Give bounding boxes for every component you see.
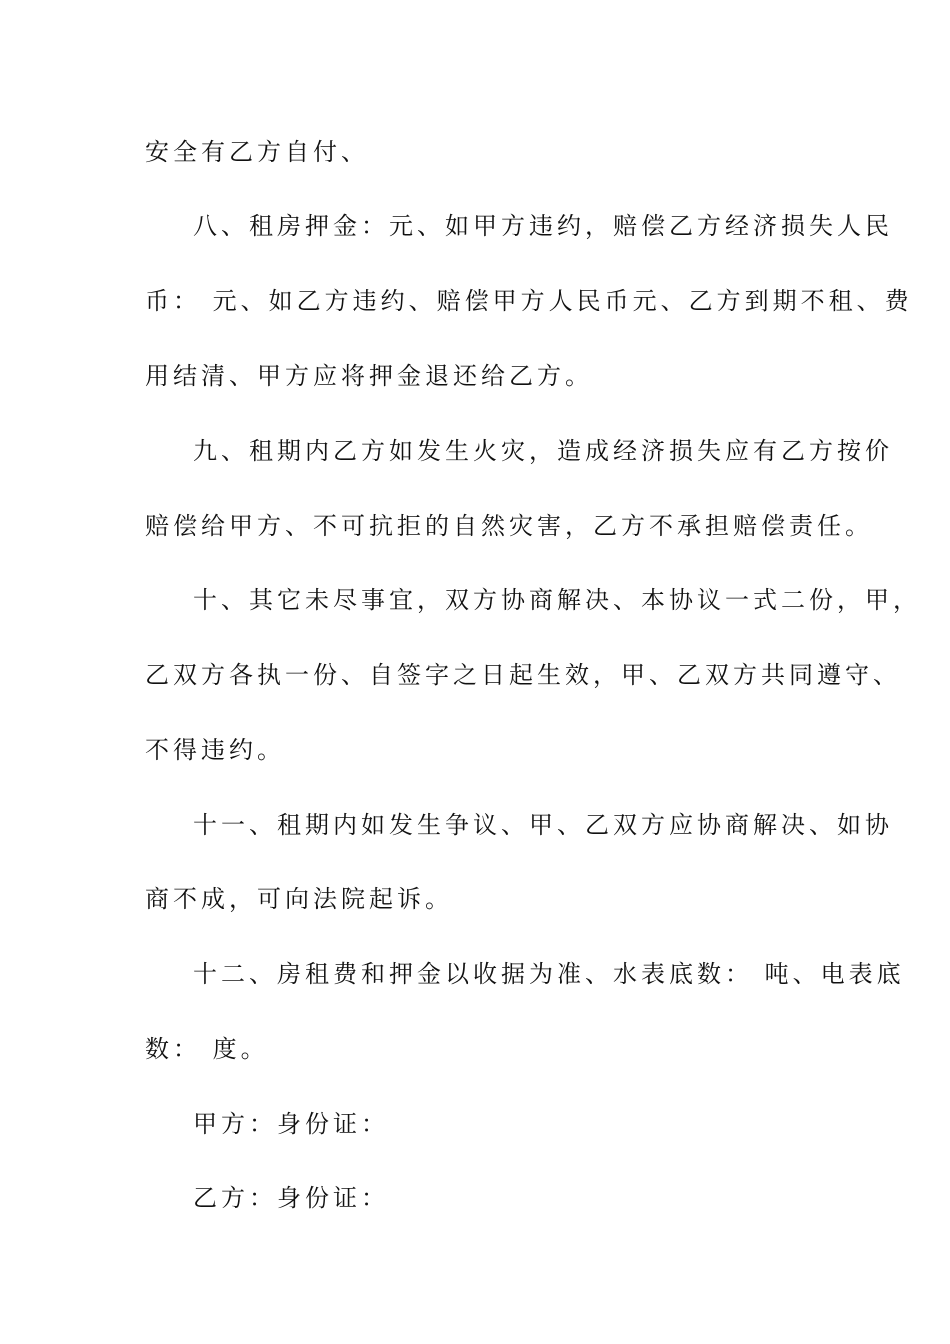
clause-10-line-1: 十、其它未尽事宜，双方协商解决、本协议一式二份，甲，	[193, 586, 921, 614]
clause-8-line-1: 八、租房押金：元、如甲方违约，赔偿乙方经济损失人民	[193, 212, 893, 240]
clause-10-line-3: 不得违约。	[145, 736, 285, 764]
clause-11-line-1: 十一、租期内如发生争议、甲、乙双方应协商解决、如协	[193, 811, 893, 839]
clause-8-line-2: 币： 元、如乙方违约、赔偿甲方人民币元、乙方到期不租、费	[145, 287, 913, 315]
clause-9-line-2: 赔偿给甲方、不可抗拒的自然灾害，乙方不承担赔偿责任。	[145, 512, 873, 540]
clause-8-line-3: 用结清、甲方应将押金退还给乙方。	[145, 362, 593, 390]
party-a-signature-line: 甲方：身份证：	[193, 1110, 389, 1138]
party-b-signature-line: 乙方：身份证：	[193, 1184, 389, 1212]
text-line-continuation: 安全有乙方自付、	[145, 138, 369, 166]
clause-9-line-1: 九、租期内乙方如发生火灾，造成经济损失应有乙方按价	[193, 437, 893, 465]
clause-10-line-2: 乙双方各执一份、自签字之日起生效，甲、乙双方共同遵守、	[145, 661, 901, 689]
clause-12-line-1: 十二、房租费和押金以收据为准、水表底数： 吨、电表底	[193, 960, 905, 988]
clause-11-line-2: 商不成，可向法院起诉。	[145, 885, 453, 913]
clause-12-line-2: 数： 度。	[145, 1035, 269, 1063]
